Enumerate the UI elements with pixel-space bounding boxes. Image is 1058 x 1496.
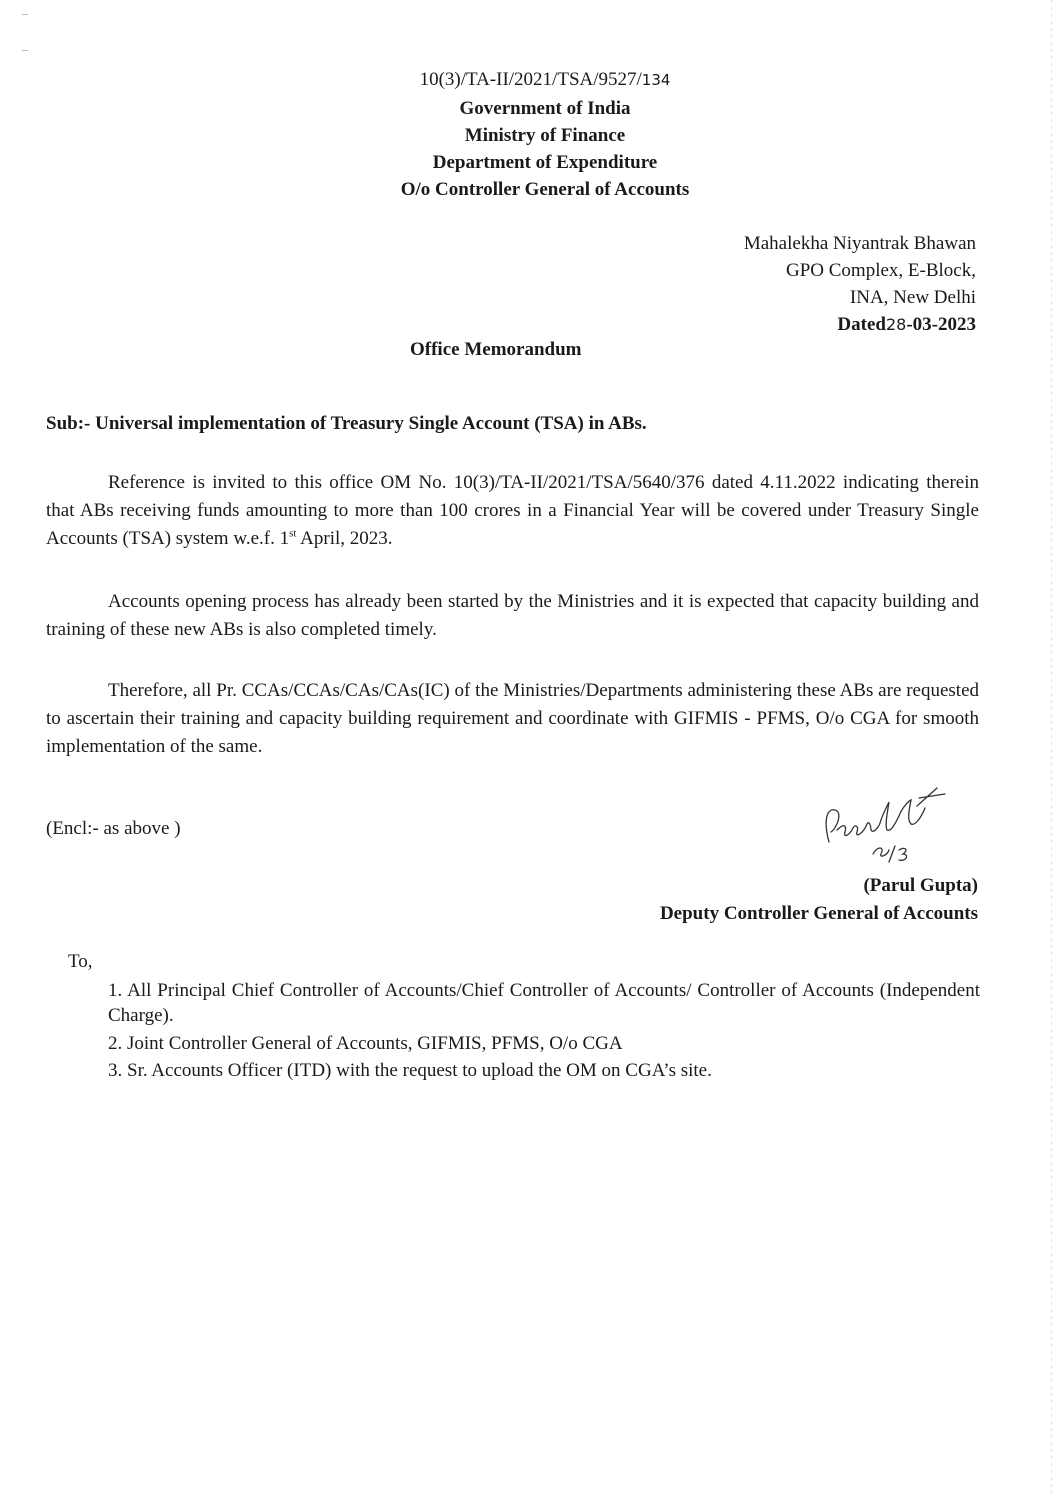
header-line-ministry: Ministry of Finance	[464, 125, 626, 146]
address-line-2: GPO Complex, E-Block,	[786, 260, 976, 281]
to-label: To,	[68, 951, 93, 972]
signature-image	[815, 780, 955, 870]
reference-handwritten-suffix: 134	[641, 71, 671, 89]
paragraph-reference-tail: April, 2023.	[296, 528, 393, 549]
page-title: Office Memorandum	[410, 339, 582, 360]
paragraph-accounts-opening: Accounts opening process has already been started by the Ministries and it is expected that capacity building and training of these new ABs is also completed timely.	[46, 591, 979, 640]
paragraph-reference	[46, 469, 979, 553]
signatory-block	[478, 872, 978, 928]
date-label: Dated	[837, 314, 886, 335]
scan-edge-artifact	[1051, 0, 1052, 1496]
date-month-year: -03-2023	[906, 314, 976, 335]
address-line-3: INA, New Delhi	[849, 287, 976, 308]
address-block	[576, 230, 976, 338]
scan-mark	[22, 14, 28, 15]
recipient-list-item: 3. Sr. Accounts Officer (ITD) with the request to upload the OM on CGA’s site.	[108, 1060, 712, 1081]
subject-line: Sub:- Universal implementation of Treasury Single Account (TSA) in ABs.	[46, 413, 647, 434]
address-line-1: Mahalekha Niyantrak Bhawan	[743, 233, 976, 254]
header-block	[280, 95, 810, 203]
paragraph-instructions: Therefore, all Pr. CCAs/CCAs/CAs/CAs(IC) of the Ministries/Departments administering these ABs are requested to ascertain their training and capacity building requirement and coordinate with GIFMIS - PFMS, O/o CGA for smooth implementation of the same.	[46, 680, 979, 757]
signatory-designation: Deputy Controller General of Accounts	[659, 903, 978, 924]
date-day-handwritten: 28	[885, 315, 907, 334]
reference-number-text: 10(3)/TA-II/2021/TSA/9527/	[419, 69, 642, 90]
ordinal-superscript: st	[289, 527, 297, 540]
enclosure-note: (Encl:- as above )	[46, 818, 181, 839]
header-line-office: O/o Controller General of Accounts	[400, 179, 690, 200]
header-line-government: Government of India	[459, 98, 631, 119]
paragraph-reference-text: Reference is invited to this office OM No. 10(3)/TA-II/2021/TSA/5640/376 dated 4.11.2022 indicating therein that ABs receiving funds amounting to more than 100 crores in a Financial Year will be covered under Treasury Single Accounts (TSA) system w.e.f. 1	[46, 472, 979, 549]
scan-mark	[22, 50, 28, 51]
recipient-list-item: 1. All Principal Chief Controller of Accounts/Chief Controller of Accounts/ Controller of Accounts (Independent Charge).	[108, 980, 980, 1026]
signature-scribble	[815, 780, 955, 870]
signatory-name: (Parul Gupta)	[863, 875, 978, 896]
date-line	[576, 311, 976, 338]
reference-number	[280, 66, 810, 94]
recipient-list-item: 2. Joint Controller General of Accounts, GIFMIS, PFMS, O/o CGA	[108, 1033, 623, 1054]
header-line-department: Department of Expenditure	[432, 152, 658, 173]
